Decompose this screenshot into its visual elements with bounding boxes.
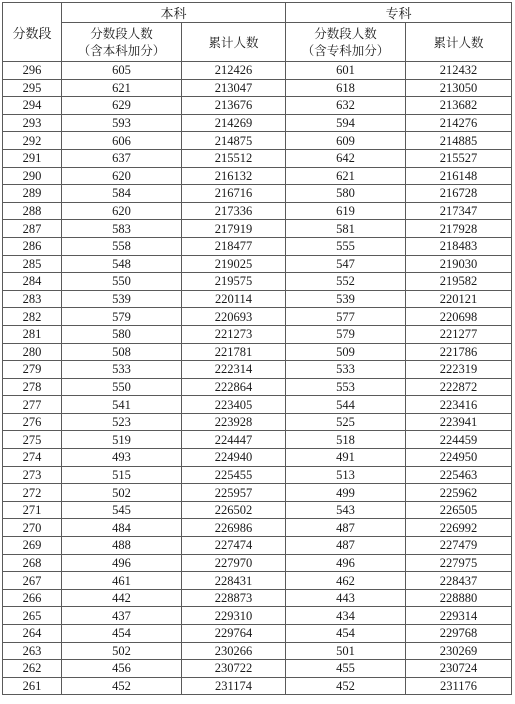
undergrad-cumulative-cell: 227474 [182,537,286,555]
score-segment-cell: 294 [3,97,62,115]
table-row [3,677,512,695]
score-segment-cell: 290 [3,167,62,185]
junior-cumulative-cell: 231176 [406,677,512,695]
header-row-columns [3,23,512,62]
undergrad-cumulative-cell: 217919 [182,220,286,238]
score-segment-cell: 287 [3,220,62,238]
table-row [3,554,512,572]
score-segment-cell: 264 [3,625,62,643]
junior-count-cell: 513 [286,466,406,484]
score-segment-cell: 272 [3,484,62,502]
undergrad-cumulative-cell: 226986 [182,519,286,537]
score-segment-cell: 268 [3,554,62,572]
score-segment-cell: 278 [3,378,62,396]
score-segment-cell: 267 [3,572,62,590]
undergrad-count-cell: 541 [62,396,182,414]
undergrad-count-cell: 452 [62,677,182,695]
junior-cumulative-cell: 225463 [406,466,512,484]
undergrad-count-cell: 579 [62,308,182,326]
table-row [3,149,512,167]
junior-cumulative-cell: 219582 [406,273,512,291]
score-segment-cell: 273 [3,466,62,484]
junior-cumulative-cell: 223941 [406,413,512,431]
undergrad-count-cell: 539 [62,290,182,308]
table-row [3,660,512,678]
junior-count-cell: 518 [286,431,406,449]
junior-count-cell: 491 [286,449,406,467]
undergrad-cumulative-cell: 231174 [182,677,286,695]
junior-cumulative-cell: 227479 [406,537,512,555]
score-segment-cell: 263 [3,642,62,660]
table-row [3,97,512,115]
junior-count-cell: 454 [286,625,406,643]
undergrad-count-cell: 606 [62,132,182,150]
undergrad-count-cell: 550 [62,273,182,291]
score-segment-cell: 292 [3,132,62,150]
junior-count-cell: 487 [286,519,406,537]
junior-count-cell: 609 [286,132,406,150]
undergrad-cumulative-cell: 223405 [182,396,286,414]
score-segment-cell: 281 [3,325,62,343]
table-row [3,413,512,431]
score-segment-cell: 286 [3,237,62,255]
undergrad-cumulative-cell: 215512 [182,149,286,167]
table-row [3,589,512,607]
undergrad-cumulative-cell: 213676 [182,97,286,115]
junior-cumulative-cell: 230269 [406,642,512,660]
junior-count-cell: 577 [286,308,406,326]
junior-cumulative-cell: 224459 [406,431,512,449]
undergrad-cumulative-cell: 217336 [182,202,286,220]
header-undergrad-count-line2: （含本科加分） [77,43,166,58]
undergrad-count-cell: 605 [62,62,182,80]
junior-count-cell: 621 [286,167,406,185]
score-segment-cell: 269 [3,537,62,555]
junior-cumulative-cell: 227975 [406,554,512,572]
table-row [3,449,512,467]
junior-cumulative-cell: 222872 [406,378,512,396]
score-segment-cell: 265 [3,607,62,625]
undergrad-cumulative-cell: 228431 [182,572,286,590]
junior-cumulative-cell: 224950 [406,449,512,467]
undergrad-count-cell: 523 [62,413,182,431]
undergrad-count-cell: 545 [62,501,182,519]
undergrad-count-cell: 629 [62,97,182,115]
junior-count-cell: 544 [286,396,406,414]
undergrad-count-cell: 519 [62,431,182,449]
header-undergrad-count-line1: 分数段人数 [90,26,153,41]
undergrad-count-cell: 550 [62,378,182,396]
undergrad-cumulative-cell: 212426 [182,62,286,80]
undergrad-count-cell: 621 [62,79,182,97]
junior-cumulative-cell: 221786 [406,343,512,361]
score-segment-cell: 261 [3,677,62,695]
header-junior-group: 专科 [286,3,512,23]
score-segment-cell: 271 [3,501,62,519]
undergrad-count-cell: 593 [62,114,182,132]
undergrad-cumulative-cell: 218477 [182,237,286,255]
undergrad-cumulative-cell: 222314 [182,361,286,379]
score-segment-cell: 282 [3,308,62,326]
junior-cumulative-cell: 222319 [406,361,512,379]
undergrad-cumulative-cell: 213047 [182,79,286,97]
undergrad-count-cell: 488 [62,537,182,555]
undergrad-count-cell: 580 [62,325,182,343]
table-row [3,255,512,273]
junior-cumulative-cell: 215527 [406,149,512,167]
junior-cumulative-cell: 226992 [406,519,512,537]
undergrad-cumulative-cell: 228873 [182,589,286,607]
junior-count-cell: 580 [286,185,406,203]
junior-count-cell: 543 [286,501,406,519]
junior-cumulative-cell: 229768 [406,625,512,643]
undergrad-count-cell: 437 [62,607,182,625]
junior-cumulative-cell: 216148 [406,167,512,185]
junior-count-cell: 452 [286,677,406,695]
score-segment-cell: 275 [3,431,62,449]
undergrad-cumulative-cell: 221781 [182,343,286,361]
junior-cumulative-cell: 220698 [406,308,512,326]
table-row [3,202,512,220]
score-segment-cell: 293 [3,114,62,132]
table-row [3,519,512,537]
header-junior-count-line1: 分数段人数 [314,26,377,41]
junior-count-cell: 462 [286,572,406,590]
score-segment-cell: 291 [3,149,62,167]
score-segment-cell: 288 [3,202,62,220]
junior-cumulative-cell: 228880 [406,589,512,607]
score-segment-cell: 262 [3,660,62,678]
junior-cumulative-cell: 217928 [406,220,512,238]
junior-count-cell: 619 [286,202,406,220]
junior-count-cell: 601 [286,62,406,80]
junior-count-cell: 443 [286,589,406,607]
undergrad-cumulative-cell: 219025 [182,255,286,273]
junior-count-cell: 555 [286,237,406,255]
undergrad-count-cell: 461 [62,572,182,590]
junior-cumulative-cell: 228437 [406,572,512,590]
undergrad-cumulative-cell: 230266 [182,642,286,660]
table-row [3,607,512,625]
table-row [3,378,512,396]
undergrad-count-cell: 620 [62,167,182,185]
header-junior-count-line2: （含专科加分） [301,43,390,58]
undergrad-cumulative-cell: 221273 [182,325,286,343]
undergrad-count-cell: 558 [62,237,182,255]
junior-cumulative-cell: 226505 [406,501,512,519]
undergrad-count-cell: 454 [62,625,182,643]
header-undergrad-count [62,23,182,62]
table-row [3,396,512,414]
score-segment-cell: 296 [3,62,62,80]
header-junior-cumulative: 累计人数 [406,23,512,62]
undergrad-cumulative-cell: 214875 [182,132,286,150]
undergrad-cumulative-cell: 214269 [182,114,286,132]
undergrad-cumulative-cell: 224940 [182,449,286,467]
undergrad-count-cell: 496 [62,554,182,572]
score-segment-cell: 289 [3,185,62,203]
undergrad-count-cell: 502 [62,642,182,660]
junior-cumulative-cell: 212432 [406,62,512,80]
junior-count-cell: 552 [286,273,406,291]
undergrad-count-cell: 456 [62,660,182,678]
undergrad-cumulative-cell: 220693 [182,308,286,326]
header-junior-count [286,23,406,62]
junior-count-cell: 581 [286,220,406,238]
table-row [3,484,512,502]
junior-count-cell: 499 [286,484,406,502]
junior-cumulative-cell: 217347 [406,202,512,220]
junior-cumulative-cell: 230724 [406,660,512,678]
score-distribution-table-container [2,2,512,695]
table-row [3,62,512,80]
table-row [3,431,512,449]
undergrad-count-cell: 508 [62,343,182,361]
junior-count-cell: 525 [286,413,406,431]
table-row [3,114,512,132]
score-segment-cell: 284 [3,273,62,291]
junior-count-cell: 632 [286,97,406,115]
table-row [3,642,512,660]
header-score-segment: 分数段 [3,3,62,62]
undergrad-count-cell: 533 [62,361,182,379]
score-segment-cell: 285 [3,255,62,273]
junior-count-cell: 487 [286,537,406,555]
score-segment-cell: 274 [3,449,62,467]
junior-count-cell: 496 [286,554,406,572]
score-segment-cell: 277 [3,396,62,414]
undergrad-cumulative-cell: 222864 [182,378,286,396]
undergrad-count-cell: 493 [62,449,182,467]
junior-cumulative-cell: 225962 [406,484,512,502]
junior-cumulative-cell: 219030 [406,255,512,273]
table-row [3,167,512,185]
junior-cumulative-cell: 218483 [406,237,512,255]
undergrad-cumulative-cell: 219575 [182,273,286,291]
table-row [3,343,512,361]
score-segment-cell: 295 [3,79,62,97]
table-row [3,79,512,97]
undergrad-cumulative-cell: 230722 [182,660,286,678]
table-row [3,361,512,379]
undergrad-cumulative-cell: 220114 [182,290,286,308]
table-row [3,572,512,590]
score-segment-cell: 266 [3,589,62,607]
undergrad-cumulative-cell: 225957 [182,484,286,502]
table-row [3,132,512,150]
undergrad-cumulative-cell: 229310 [182,607,286,625]
undergrad-cumulative-cell: 227970 [182,554,286,572]
junior-cumulative-cell: 220121 [406,290,512,308]
undergrad-cumulative-cell: 224447 [182,431,286,449]
undergrad-cumulative-cell: 216716 [182,185,286,203]
undergrad-cumulative-cell: 226502 [182,501,286,519]
undergrad-count-cell: 484 [62,519,182,537]
junior-count-cell: 618 [286,79,406,97]
junior-count-cell: 579 [286,325,406,343]
table-row [3,220,512,238]
junior-cumulative-cell: 214885 [406,132,512,150]
junior-count-cell: 547 [286,255,406,273]
junior-cumulative-cell: 213682 [406,97,512,115]
junior-cumulative-cell: 216728 [406,185,512,203]
table-row [3,185,512,203]
undergrad-cumulative-cell: 229764 [182,625,286,643]
junior-cumulative-cell: 213050 [406,79,512,97]
junior-cumulative-cell: 221277 [406,325,512,343]
header-row-groups [3,3,512,23]
table-header [3,3,512,62]
table-body [3,62,512,695]
score-distribution-table [2,2,512,695]
junior-count-cell: 533 [286,361,406,379]
undergrad-count-cell: 548 [62,255,182,273]
table-row [3,290,512,308]
undergrad-count-cell: 584 [62,185,182,203]
junior-count-cell: 553 [286,378,406,396]
undergrad-count-cell: 620 [62,202,182,220]
score-segment-cell: 270 [3,519,62,537]
table-row [3,308,512,326]
score-segment-cell: 279 [3,361,62,379]
table-row [3,466,512,484]
undergrad-cumulative-cell: 216132 [182,167,286,185]
undergrad-count-cell: 583 [62,220,182,238]
junior-cumulative-cell: 229314 [406,607,512,625]
undergrad-count-cell: 637 [62,149,182,167]
undergrad-cumulative-cell: 223928 [182,413,286,431]
table-row [3,537,512,555]
table-row [3,625,512,643]
table-row [3,501,512,519]
table-row [3,325,512,343]
table-row [3,237,512,255]
header-undergrad-group: 本科 [62,3,286,23]
junior-count-cell: 455 [286,660,406,678]
table-row [3,273,512,291]
junior-cumulative-cell: 214276 [406,114,512,132]
junior-count-cell: 509 [286,343,406,361]
junior-count-cell: 594 [286,114,406,132]
score-segment-cell: 276 [3,413,62,431]
score-segment-cell: 280 [3,343,62,361]
undergrad-count-cell: 442 [62,589,182,607]
junior-count-cell: 434 [286,607,406,625]
undergrad-cumulative-cell: 225455 [182,466,286,484]
junior-count-cell: 642 [286,149,406,167]
score-segment-cell: 283 [3,290,62,308]
undergrad-count-cell: 502 [62,484,182,502]
junior-count-cell: 501 [286,642,406,660]
header-undergrad-cumulative: 累计人数 [182,23,286,62]
junior-cumulative-cell: 223416 [406,396,512,414]
undergrad-count-cell: 515 [62,466,182,484]
junior-count-cell: 539 [286,290,406,308]
